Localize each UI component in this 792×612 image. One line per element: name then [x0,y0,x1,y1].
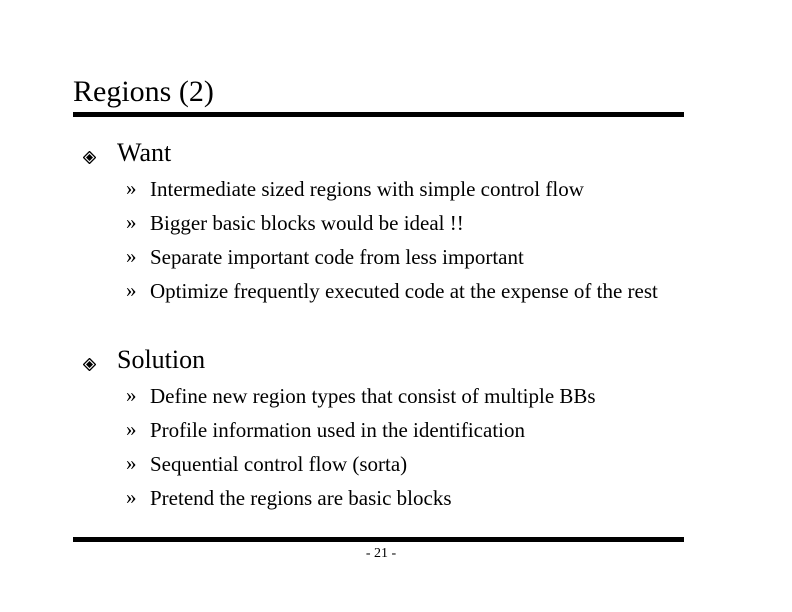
slide-title: Regions (2) [73,75,214,108]
section-label: Solution [117,345,206,374]
double-chevron-icon: » [126,451,137,475]
footer-rule [73,537,684,542]
double-chevron-icon: » [126,244,137,268]
sub-item-text: Optimize frequently executed code at the expense of the rest [150,279,658,303]
section-head [0,138,700,170]
section-head [0,345,700,377]
double-chevron-icon: » [126,278,137,302]
sub-item-text: Bigger basic blocks would be ideal !! [150,211,464,235]
page-number: - 21 - [365,546,397,561]
double-chevron-icon: » [126,485,137,509]
double-chevron-icon: » [126,417,137,441]
sub-item-text: Sequential control flow (sorta) [150,452,408,476]
sub-item-text: Profile information used in the identification [150,418,525,442]
sub-item-text: Define new region types that consist of multiple BBs [150,384,596,408]
section-label: Want [117,138,172,167]
title-rule [73,112,684,117]
double-chevron-icon: » [126,210,137,234]
diamond-icon [83,151,96,164]
sub-item-text: Pretend the regions are basic blocks [150,486,452,510]
diamond-icon [83,358,96,371]
sub-item-text: Separate important code from less important [150,245,524,269]
double-chevron-icon: » [126,176,137,200]
sub-item-text: Intermediate sized regions with simple control flow [150,177,584,201]
double-chevron-icon: » [126,383,137,407]
